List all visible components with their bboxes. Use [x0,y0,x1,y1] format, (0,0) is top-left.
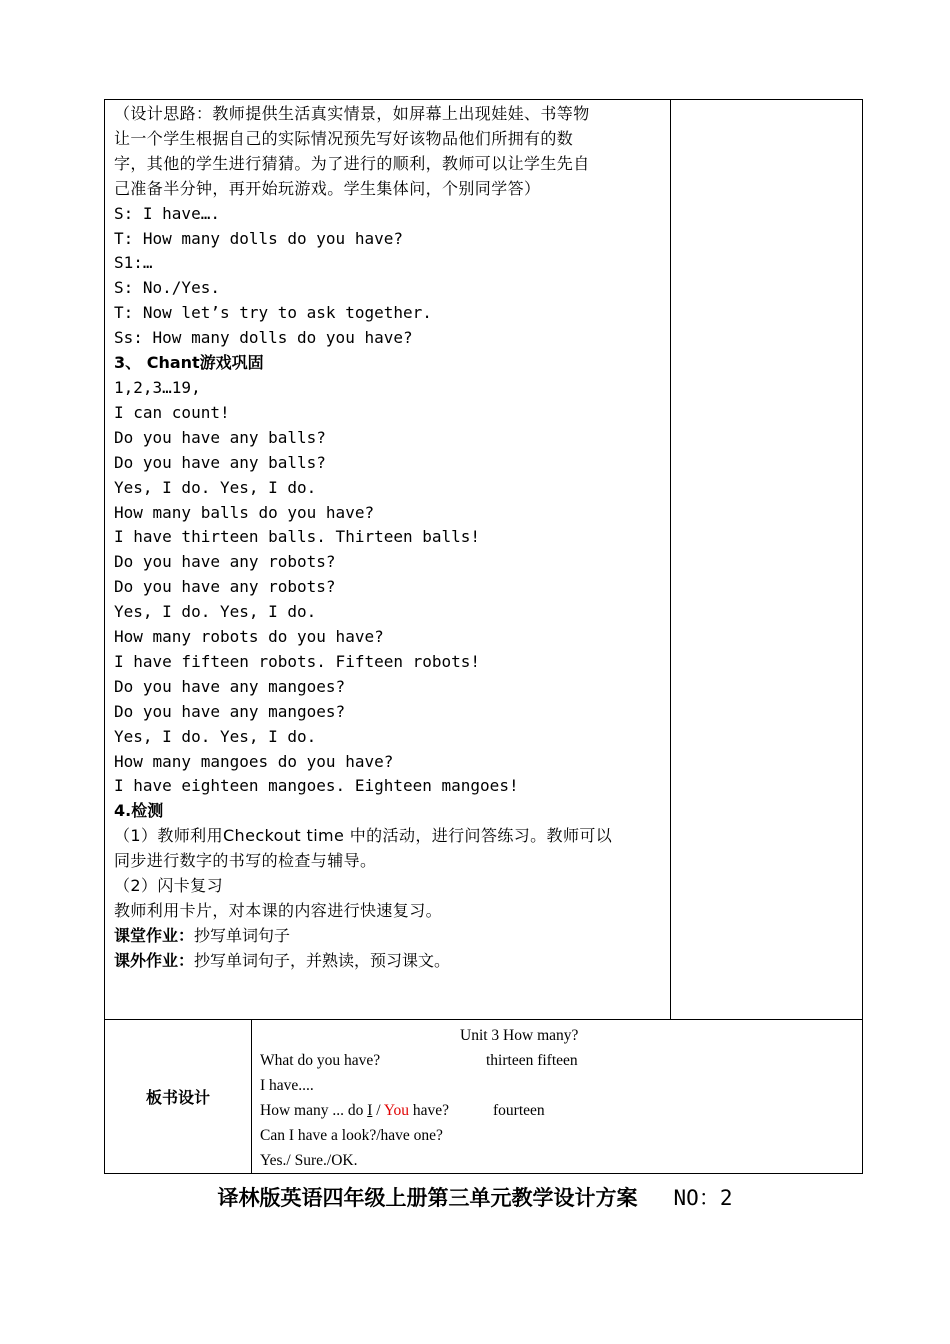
procedure-line: How many robots do you have? [114,627,384,647]
board-line-1-left: What do you have? [260,1052,381,1069]
board-line-1-right: thirteen fifteen [486,1052,578,1069]
board-line-3-right: fourteen [493,1102,545,1119]
procedure-line: I have thirteen balls. Thirteen balls! [114,527,481,547]
procedure-line: I can count! [114,402,230,422]
homework-label: 课外作业： [114,950,195,970]
procedure-line: Yes, I do. Yes, I do. [114,726,317,746]
board-line-3 [260,1098,854,1123]
lesson-plan-sheet [104,99,862,1174]
procedure-line: （1）教师利用Checkout time 中的活动，进行问答练习。教师可以 [114,826,613,846]
procedure-line: 同步进行数字的书写的检查与辅导。 [114,851,377,871]
procedure-lines [114,102,662,924]
procedure-line: （设计思路：教师提供生活真实情景，如屏幕上出现娃娃、书等物 [114,104,590,123]
procedure-line: Do you have any mangoes? [114,701,346,721]
procedure-line: 让一个学生根据自己的实际情况预先写好该物品他们所拥有的数 [114,128,574,148]
board-design-row [105,1020,863,1174]
procedure-line: Ss: How many dolls do you have? [114,328,413,348]
procedure-line: Do you have any balls? [114,427,326,447]
section-heading: 3、 Chant游戏巩固 [114,353,264,373]
procedure-line: Yes, I do. Yes, I do. [114,602,317,622]
board-line-3-slash: / [372,1102,384,1119]
procedure-line: Do you have any balls? [114,452,326,472]
procedure-cell [105,100,671,1020]
procedure-line: S: I have…. [114,203,220,223]
footer-title-text: 译林版英语四年级上册第三单元教学设计方案 [217,1186,638,1210]
procedure-line: How many mangoes do you have? [114,751,394,771]
notes-cell [671,100,863,1020]
procedure-line: I have fifteen robots. Fifteen robots! [114,651,481,671]
section-heading: 4.检测 [114,801,164,821]
homework-text: 抄写单词句子，并熟读，预习课文。 [194,950,451,970]
board-line-3-i: I [367,1102,373,1119]
board-line-4: Can I have a look?/have one? [260,1127,443,1144]
board-line-3-you: You [383,1102,410,1119]
procedure-line: 字，其他的学生进行猜猜。为了进行的顺利，教师可以让学生先自 [114,153,590,173]
homework-text: 抄写单词句子 [194,925,291,945]
procedure-line: 1,2,3…19, [114,377,201,397]
procedure-line: I have eighteen mangoes. Eighteen mangoes! [114,776,519,796]
procedure-line: Yes, I do. Yes, I do. [114,477,317,497]
board-line-1 [260,1048,854,1073]
procedure-line: 教师利用卡片，对本课的内容进行快速复习。 [114,901,443,920]
procedure-line: S1:… [114,253,153,273]
board-design-label: 板书设计 [105,1020,252,1174]
board-line-3-prefix: How many ... do [260,1102,368,1119]
procedure-line: Do you have any robots? [114,552,336,572]
board-title: Unit 3 How many? [460,1027,579,1044]
procedure-line: （2）闪卡复习 [114,876,223,896]
homework-line [114,949,662,974]
board-line-5: Yes./ Sure./OK. [260,1152,358,1169]
procedure-line: How many balls do you have? [114,502,375,522]
homework-line [114,924,662,949]
lesson-plan-table [104,99,863,1174]
procedure-line: T: How many dolls do you have? [114,228,403,248]
board-design-content [252,1020,863,1174]
homework-lines [114,924,662,974]
board-line-3-suffix: have? [409,1102,450,1119]
procedure-line: Do you have any mangoes? [114,676,346,696]
footer-number: NO：2 [673,1186,733,1210]
procedure-line: T: Now let’s try to ask together. [114,303,432,323]
document-footer-title [0,1183,950,1213]
procedure-line: S: No./Yes. [114,278,220,298]
board-line-2: I have.... [260,1077,314,1094]
procedure-line: 己准备半分钟，再开始玩游戏。学生集体问，个别同学答） [114,178,541,198]
procedure-row [105,100,863,1020]
homework-label: 课堂作业： [114,925,195,945]
procedure-line: Do you have any robots? [114,577,336,597]
